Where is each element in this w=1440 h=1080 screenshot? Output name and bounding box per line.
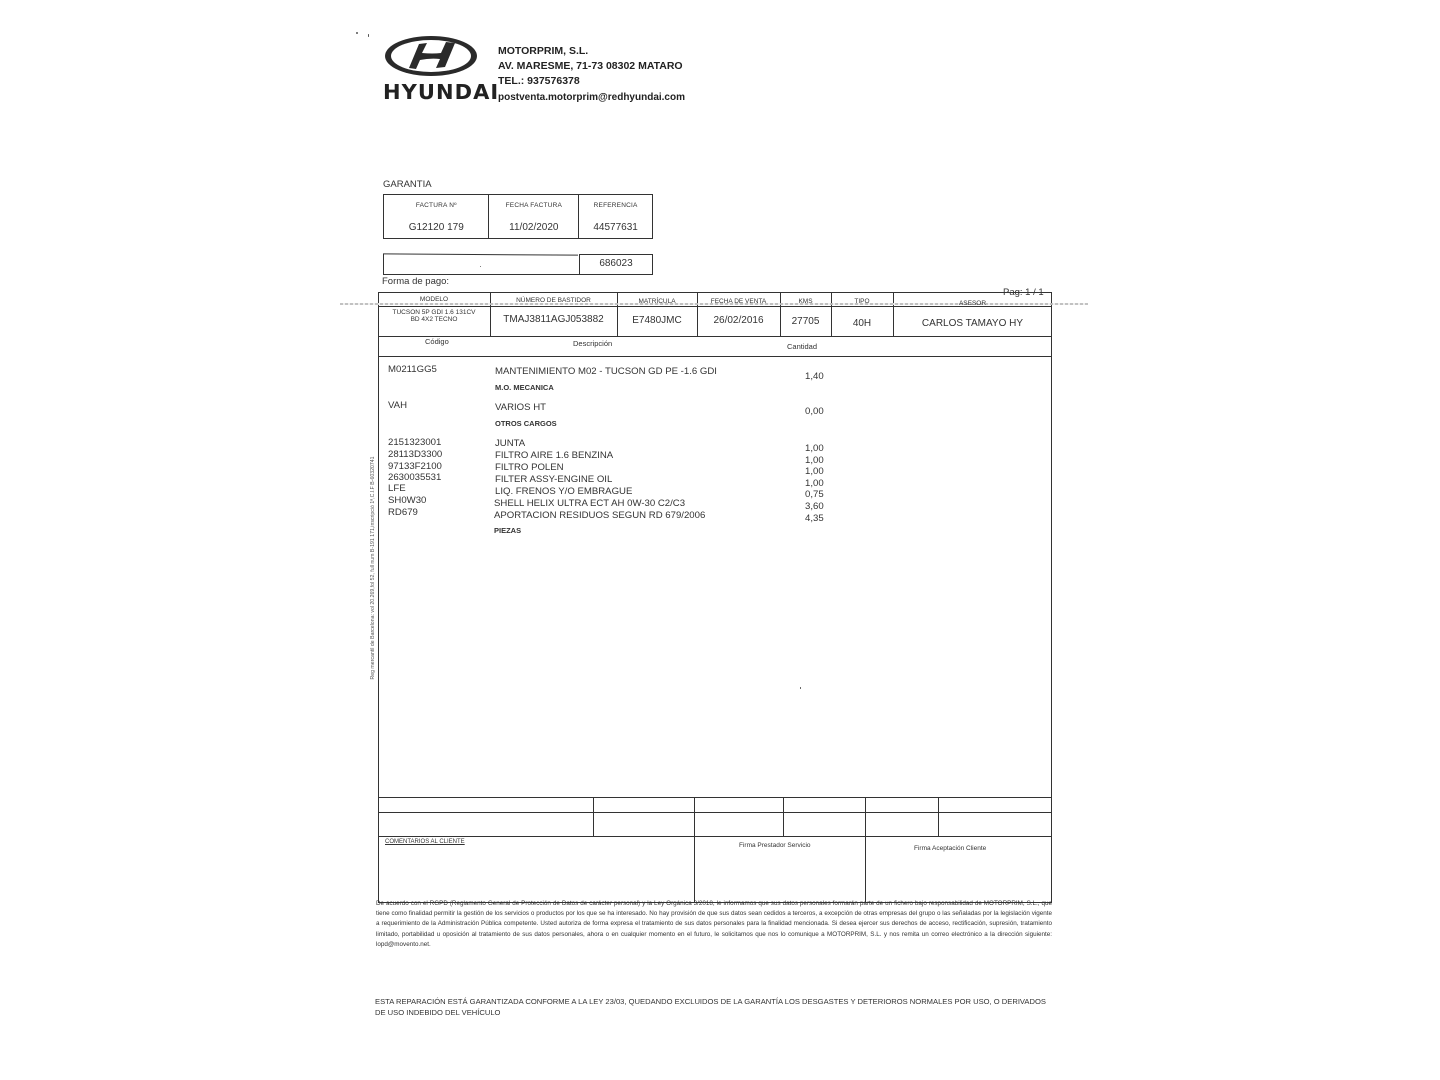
page-indicator: Pag: 1 / 1 xyxy=(1003,287,1044,298)
data-protection-notice: De acuerdo con el RGPD (Reglamento General de Protección de Datos de carácter personal) y la Ley Orgánica 3/2018, le informamos que sus datos personales formarán parte de un fichero bajo responsabilidad de MOTORPRIM, S.L., que tiene como finalidad permitir la gestión de los servicios o productos por los que se ha interesado. No hay provisión de que sus datos sean cedidos a terceros, a excepción de otras empresas del grupo o las señaladas por la legislación vigente a requerimiento de la Administración Pública competente. Usted autoriza de forma expresa el tratamiento de sus datos personales para la finalidad mencionada. Si desea ejercer sus derechos de acceso, rectificación, supresión, tratamiento limitado, portabilidad u oposición al tratamiento de sus datos personales, ahora o en cualquier momento en el futuro, le solicitamos que nos lo comunique a MOTORPRIM, S.L. y nos remita un correo electrónico a la dirección siguiente: lopd@movento.net. xyxy=(376,900,1052,948)
vehicle-advisor: CARLOS TAMAYO HY xyxy=(921,318,1024,329)
invoice-reference: 44577631 xyxy=(579,217,653,239)
company-info xyxy=(498,44,685,105)
item-description: SHELL HELIX ULTRA ECT AH 0W-30 C2/C3 xyxy=(494,498,686,509)
vehicle-header-bastidor: NÚMERO DE BASTIDOR xyxy=(516,297,591,304)
item-quantity: 1,00 xyxy=(805,455,824,466)
registry-info: Reg mercantil de Barcelona: vol 20.269,fol 52, full num B-191 171,inscripció 1ª,C.I.F B-60320741 xyxy=(370,456,376,680)
item-quantity: 1,00 xyxy=(805,466,824,477)
item-code: 97133F2100 xyxy=(388,461,442,472)
company-phone: TEL.: 937576378 xyxy=(498,75,580,88)
item-code: RD679 xyxy=(388,507,418,518)
vehicle-sale-date: 26/02/2016 xyxy=(713,315,764,326)
provider-signature-field[interactable] xyxy=(694,838,865,902)
invoice-table xyxy=(383,194,653,239)
company-email: postventa.motorprim@redhyundai.com xyxy=(498,91,685,103)
vehicle-header-fecha-venta: FECHA DE VENTA xyxy=(710,298,767,305)
item-code: M0211GG5 xyxy=(388,364,437,375)
company-address: AV. MARESME, 71-73 08302 MATARO xyxy=(498,60,683,73)
vehicle-model xyxy=(378,309,490,323)
vehicle-header-kms: KMS xyxy=(798,298,813,305)
item-description: MANTENIMIENTO M02 - TUCSON GD PE -1.6 GDI xyxy=(495,366,717,377)
item-quantity: 3,60 xyxy=(805,501,824,512)
item-description: LIQ. FRENOS Y/O EMBRAGUE xyxy=(495,486,633,497)
customer-signature-field[interactable] xyxy=(865,838,1051,902)
item-code: VAH xyxy=(388,400,408,411)
item-quantity: 4,35 xyxy=(805,513,824,524)
column-header-cantidad: Cantidad xyxy=(787,342,818,351)
vehicle-header-matricula: MATRÍCULA xyxy=(638,298,676,305)
item-code: 2151323001 xyxy=(388,437,442,448)
brand-wordmark: HYUNDAI xyxy=(383,80,500,104)
item-description: FILTER ASSY-ENGINE OIL xyxy=(495,474,613,485)
hyundai-logo-icon xyxy=(383,34,495,78)
provider-signature-label: Firma Prestador Servicio xyxy=(739,842,811,849)
scan-mark xyxy=(800,687,801,689)
item-description: FILTRO POLEN xyxy=(495,462,564,473)
company-name: MOTORPRIM, S.L. xyxy=(498,45,589,57)
item-quantity: 1,00 xyxy=(805,478,824,489)
item-quantity: 1,40 xyxy=(805,371,824,382)
secondary-value: 686023 xyxy=(599,258,633,269)
comments-field[interactable] xyxy=(379,838,693,902)
item-description: VARIOS HT xyxy=(495,402,546,413)
invoice-header-referencia: REFERENCIA xyxy=(579,195,653,217)
vehicle-type: 40H xyxy=(852,318,872,329)
warranty-notice: ESTA REPARACIÓN ESTÁ GARANTIZADA CONFORME A LA LEY 23/03, QUEDANDO EXCLUIDOS DE LA GARANTÍA LOS DESGASTES Y DETERIOROS NORMALES POR USO, O DERIVADOS DE USO INDEBIDO DEL VEHÍCULO xyxy=(375,997,1046,1017)
invoice-header-factura: FACTURA Nº xyxy=(384,195,489,217)
scan-mark xyxy=(356,32,358,34)
column-header-codigo: Código xyxy=(425,337,449,346)
item-quantity: 0,75 xyxy=(805,489,824,500)
invoice-date: 11/02/2020 xyxy=(489,217,579,239)
invoice-header-fecha: FECHA FACTURA xyxy=(489,195,579,217)
customer-signature-label: Firma Aceptación Cliente xyxy=(914,845,987,852)
vehicle-header-asesor: ASESOR xyxy=(958,300,987,307)
vehicle-model-line2: BD 4X2 TECNO xyxy=(410,316,458,323)
item-code: LFE xyxy=(388,483,406,494)
column-header-descripcion: Descripción xyxy=(573,339,613,348)
item-quantity: 1,00 xyxy=(805,443,824,454)
secondary-box xyxy=(383,254,653,274)
item-code: 28113D3300 xyxy=(388,449,443,460)
item-description: FILTRO AIRE 1.6 BENZINA xyxy=(495,450,614,461)
group-label: PIEZAS xyxy=(494,526,522,535)
comments-label: COMENTARIOS AL CLIENTE xyxy=(385,839,465,845)
invoice-number: G12120 179 xyxy=(384,217,489,239)
item-quantity: 0,00 xyxy=(805,406,824,417)
scan-mark xyxy=(368,34,369,37)
vehicle-kms: 27705 xyxy=(791,316,820,327)
document-type: GARANTIA xyxy=(383,179,432,190)
vehicle-model-line1: TUCSON 5P GDI 1.6 131CV xyxy=(392,309,476,316)
item-description: JUNTA xyxy=(495,438,526,449)
vehicle-header-modelo: MODELO xyxy=(419,296,449,303)
item-description: APORTACION RESIDUOS SEGUN RD 679/2006 xyxy=(494,510,706,521)
item-code: 2630035531 xyxy=(388,472,442,483)
vehicle-plate: E7480JMC xyxy=(632,315,682,326)
group-label: M.O. MECANICA xyxy=(495,383,554,392)
vehicle-vin: TMAJ3811AGJ053882 xyxy=(503,314,604,325)
payment-method-label: Forma de pago: xyxy=(382,276,450,287)
item-code: SH0W30 xyxy=(388,495,427,506)
group-label: OTROS CARGOS xyxy=(495,419,557,428)
vehicle-header-tipo: TIPO xyxy=(854,298,870,305)
